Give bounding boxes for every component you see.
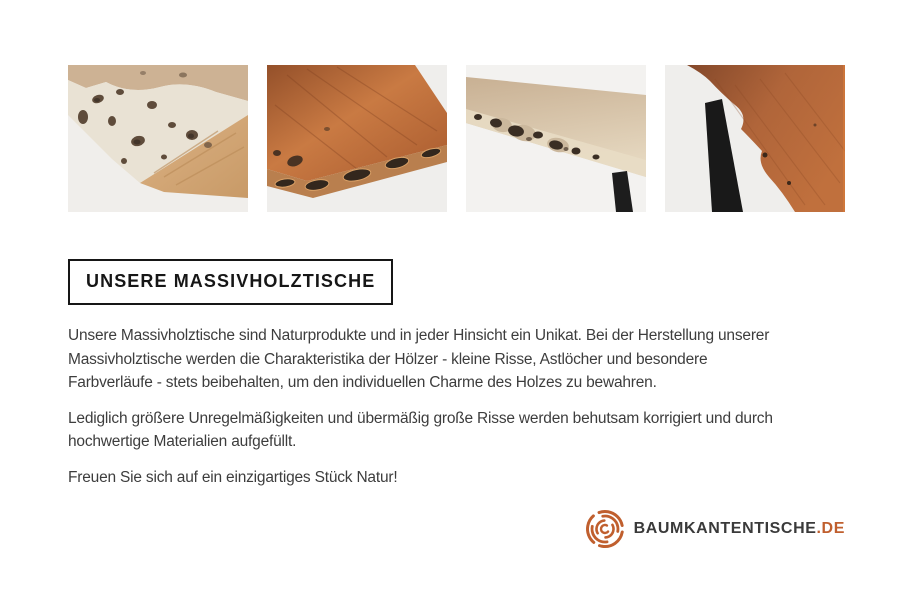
wood-slab-photo-1-illustration	[68, 65, 248, 212]
brand-logo-text	[634, 520, 845, 538]
gallery-photo-tabletop-black-leg	[665, 65, 845, 212]
gallery-photo-pale-slab-corner	[68, 65, 248, 212]
wood-slab-photo-4-illustration	[665, 65, 845, 212]
wood-slab-photo-3-illustration	[466, 65, 646, 212]
main-content	[68, 65, 845, 551]
product-photo-gallery	[68, 65, 845, 212]
paragraph-intro: Unsere Massivholztische sind Naturprodukte und in jeder Hinsicht ein Unikat. Bei der Herstellung unserer Massivholztische werden die Charakteristika der Hölzer - kleine Risse, Astlöcher und besondere Farbverläufe - stets beibehalten, um den individuellen Charme des Holzes zu bewahren.	[68, 327, 770, 391]
wood-slab-photo-2-illustration	[267, 65, 447, 212]
brand-logo[interactable]	[68, 507, 845, 551]
brand-name-suffix: .DE	[816, 520, 845, 537]
tree-rings-icon	[583, 507, 627, 551]
gallery-photo-light-tabletop-knots	[466, 65, 646, 212]
page-title: UNSERE MASSIVHOLZTISCHE	[86, 271, 376, 291]
description-text-block	[68, 324, 780, 489]
brand-name-main: BAUMKANTENTISCHE	[633, 520, 817, 537]
paragraph-closing: Freuen Sie sich auf ein einzigartiges Stück Natur!	[68, 468, 398, 486]
paragraph-corrections: Lediglich größere Unregelmäßigkeiten und übermäßig große Risse werden behutsam korrigiert und durch hochwertige Materialien aufgefüllt.	[68, 409, 773, 450]
gallery-photo-acacia-live-edge-closeup	[267, 65, 447, 212]
section-heading-box	[68, 259, 393, 305]
